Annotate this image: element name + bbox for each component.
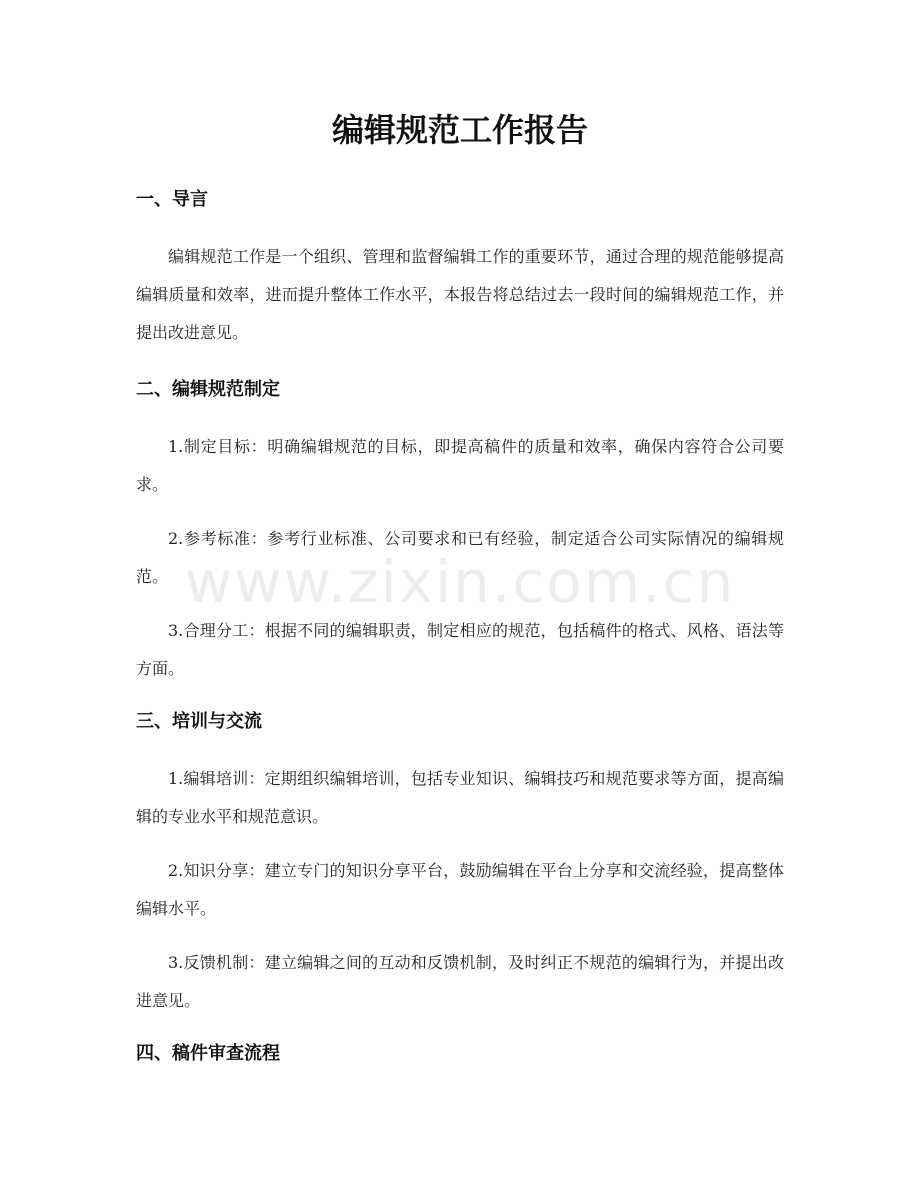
paragraph: 编辑规范工作是一个组织、管理和监督编辑工作的重要环节，通过合理的规范能够提高编辑质量和效率，进而提升整体工作水平，本报告将总结过去一段时间的编辑规范工作，并提出改进意见。 [136, 247, 784, 342]
watermark: www.zixin.com.cn [184, 548, 736, 616]
paragraph: 3.合理分工：根据不同的编辑职责，制定相应的规范，包括稿件的格式、风格、语法等方面。 [136, 621, 784, 678]
section-standards-formulation [136, 372, 784, 688]
paragraph: 1.编辑培训：定期组织编辑培训，包括专业知识、编辑技巧和规范要求等方面，提高编辑的专业水平和规范意识。 [136, 769, 784, 826]
document-body [136, 182, 784, 1092]
section-training-exchange [136, 704, 784, 1020]
paragraph: 1.制定目标：明确编辑规范的目标，即提高稿件的质量和效率，确保内容符合公司要求。 [136, 437, 784, 494]
paragraph: 2.参考标准：参考行业标准、公司要求和已有经验，制定适合公司实际情况的编辑规范。 [136, 529, 784, 586]
document-title: 编辑规范工作报告 [331, 111, 588, 149]
section-introduction [136, 182, 784, 352]
section-heading: 四、稿件审查流程 [136, 1043, 280, 1064]
section-review-process [136, 1036, 784, 1072]
section-heading: 二、编辑规范制定 [136, 379, 280, 400]
section-heading: 三、培训与交流 [136, 711, 262, 732]
section-heading: 一、导言 [136, 189, 208, 210]
paragraph: 3.反馈机制：建立编辑之间的互动和反馈机制，及时纠正不规范的编辑行为，并提出改进意见。 [136, 953, 784, 1010]
paragraph: 2.知识分享：建立专门的知识分享平台，鼓励编辑在平台上分享和交流经验，提高整体编辑水平。 [136, 861, 784, 918]
